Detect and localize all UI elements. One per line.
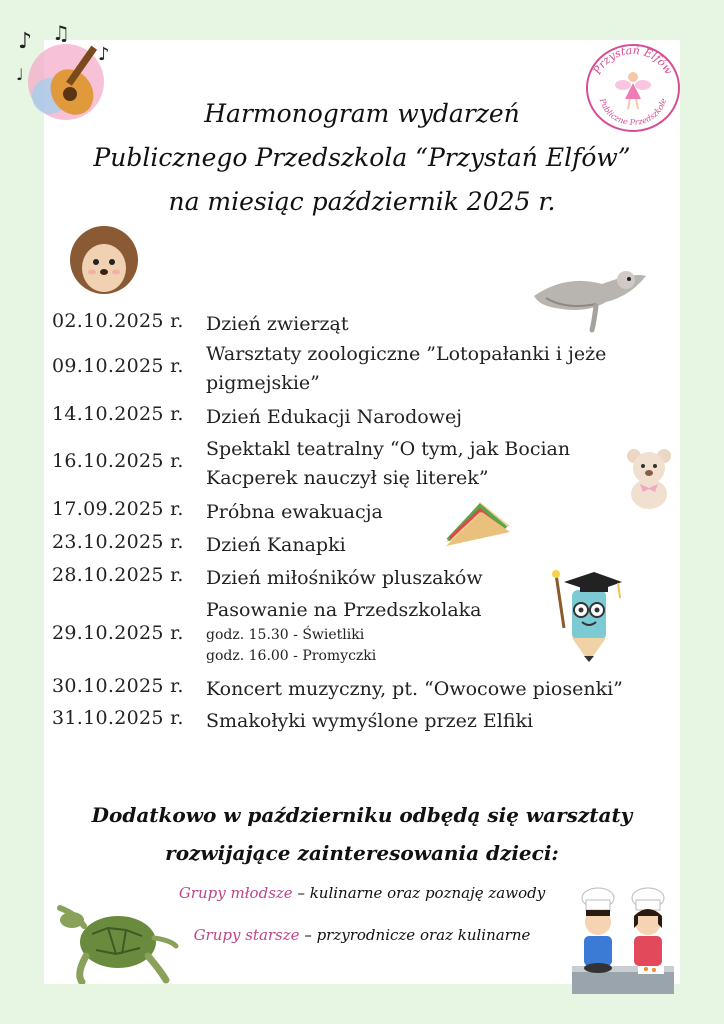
title-line-3: na miesiąc październik 2025 r. [168,187,556,216]
teddy-bear-icon [622,446,676,510]
svg-text:Przystań Elfów: Przystań Elfów [590,43,676,77]
title-line-2: Publicznego Przedszkola “Przystań Elfów” [93,143,631,172]
info-line-2: rozwijające zainteresowania dzieci: [165,841,559,865]
pencil-graduate-icon [550,568,624,664]
event-date: 29.10.2025 r. [52,622,184,644]
event-date: 02.10.2025 r. [52,310,184,332]
event-title: Pasowanie na Przedszkolaka [206,599,482,621]
svg-text:♪: ♪ [98,44,110,65]
event-time-1: godz. 15.30 - Świetliki [206,627,365,643]
event-name: Spektakl teatralny “O tym, jak Bocian Kacperek nauczył się literek” [206,438,571,489]
info-line-1: Dodatkowo w październiku odbędą się warsztaty [91,803,633,827]
svg-text:♪: ♪ [18,29,33,54]
event-name: Smakołyki wymyślone przez Elfiki [206,710,534,732]
sea-turtle-icon [56,900,180,984]
svg-text:♩: ♩ [16,65,24,84]
title-line-1: Harmonogram wydarzeń [204,99,520,128]
event-name: Dzień zwierząt [206,313,349,335]
group-older-text: – przyrodnicze oraz kulinarne [299,926,531,944]
event-date: 30.10.2025 r. [52,675,184,697]
event-date: 09.10.2025 r. [52,355,184,377]
event-date: 16.10.2025 r. [52,450,184,472]
event-name: Dzień Kanapki [206,534,346,556]
svg-text:♫: ♫ [52,21,70,45]
event-name: Dzień Edukacji Narodowej [206,406,463,428]
svg-text:Publiczne Przedszkole: Publiczne Przedszkole [597,97,669,128]
event-name: Warsztaty zoologiczne ”Lotopałanki i jeże pigmejskie” [206,343,607,394]
event-name: Dzień miłośników pluszaków [206,567,483,589]
sandwich-icon [440,496,514,552]
group-younger-text: – kulinarne oraz poznaję zawody [292,884,546,902]
kids-cooking-icon [566,884,680,996]
event-date: 31.10.2025 r. [52,707,184,729]
event-name: Koncert muzyczny, pt. “Owocowe piosenki” [206,678,623,700]
group-older-label: Grupy starsze [193,926,300,944]
event-name: Próbna ewakuacja [206,501,383,523]
event-time-2: godz. 16.00 - Promyczki [206,648,377,664]
event-date: 17.09.2025 r. [52,498,184,520]
group-younger-label: Grupy młodsze [178,884,293,902]
event-date: 23.10.2025 r. [52,531,184,553]
event-date: 28.10.2025 r. [52,564,184,586]
event-date: 14.10.2025 r. [52,403,184,425]
